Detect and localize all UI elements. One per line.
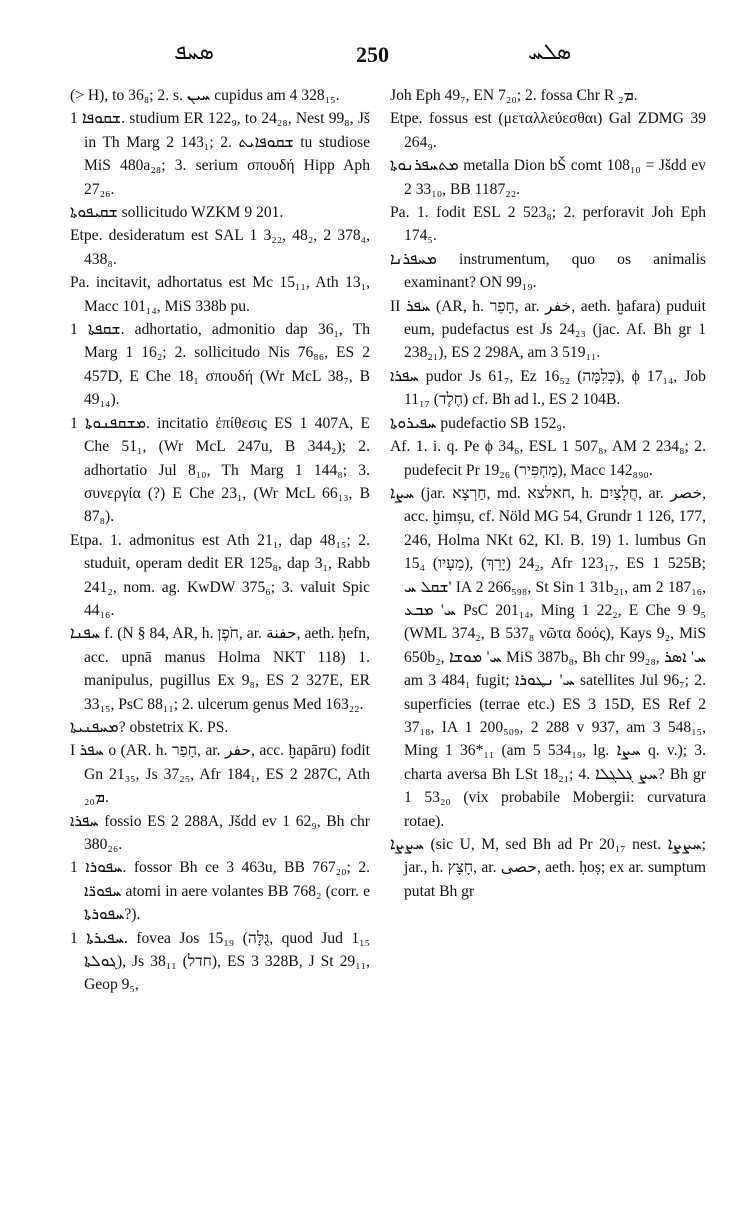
right-column (390, 84, 706, 903)
dictionary-entry: ܚܨܨܐ (sic U, M, sed Bh ad Pr 20₁₇ nest. ܚܨܨܐ; jar., h. חָצָץ, ar. حصى, aeth. ḥoṣ; ex ar. sumptum putat Bh gr (390, 836, 706, 900)
dictionary-entry: II ܚܦܪ (AR, h. חָפֵר, ar. خفر, aeth. ḫafara) puduit eum, pudefactus est Js 24₂₃ (jac. Af. Bh gr 1 238₂₁), ES 2 298A, am 3 519₁₁. (390, 297, 706, 362)
dictionary-entry: Af. 1. i. q. Pe ϕ 34₆, ESL 1 507₈, AM 2 234₈; 2. pudefecit Pr 19₂₆ (מַחְפִּיר), Macc 142₈₉₀. (390, 438, 706, 479)
dictionary-entry: ܚܦܝܪܘܬܐ pudefactio SB 152₉. (390, 414, 566, 432)
dictionary-entry: Joh Eph 49₇, EN 7₂₀; 2. fossa Chr R ܡ₂. (390, 87, 638, 104)
dictionary-entry: ܡܬܚܦܪܢܘܬܐ metalla Dion bŠ comt 108₁₀ = Jšdd ev 2 33₁₀, BB 1187₂₂. (390, 157, 706, 198)
dictionary-entry: ܫܩܝܦܘܬܐ sollicitudo WZKM 9 201. (70, 204, 284, 222)
dictionary-entry: ܡܫܩܦܢܘܬܐ 1. incitatio ἐπίθεσις ES 1 407A, E Che 51₁, (Wr McL 247u, B 344₂); 2. adhortatio Jul 8₁₀, Th Marg 1 144₈; 3. συνεργία (?) E Che 23₁, (Wr McL 66₁₃, B 87₈). (70, 414, 370, 526)
page-header (0, 40, 750, 76)
dictionary-entry: Etpe. fossus est (μεταλλεύεσθαι) Gal ZDMG 39 264₉. (390, 110, 706, 151)
dictionary-entry: (> H), to 36₈; 2. s. ܚܝܢ cupidus am 4 328₁₅. (70, 87, 340, 104)
header-left-syriac-word: ܣܚܦ (174, 40, 214, 65)
dictionary-entry: ܚܦܢܐ f. (N § 84, AR, h. חֹפֶן, ar. حفنة, aeth. ḥefn, acc. upnā manus Holma NKT 118) 1. manipulus, pugillus Ex 9₈, ES 2 327E, ER 33₁₅, PsC 88₁₁; 2. ulcerum genus Med 163₂₂. (70, 625, 370, 713)
dictionary-entry: Pa. 1. fodit ESL 2 523₈; 2. perforavit Joh Eph 174₅. (390, 204, 706, 245)
dictionary-entry: ܡܚܦܢܝܬܐ? obstetrix K. PS. (70, 718, 229, 736)
dictionary-entry: ܚܦܪܐ fossio ES 2 288A, Jšdd ev 1 62₉, Bh chr 380₂₆. (70, 812, 370, 853)
page-number: 250 (356, 42, 389, 67)
dictionary-entry: ܚܦܝܪܬܐ 1. fovea Jos 15₁₉ (גֻּלָּה, quod Jud 1₁₅ ܓܘܠܬܐ), Js 38₁₁ (חדל), ES 3 328B, J St 29₁₁, Geop 9₅, (70, 929, 371, 994)
dictionary-entry: ܚܨܐ (jar. חַרְצָא, md. חאלצא, h. חֲלָצַיִם, ar. خصر, acc. ḫimṣu, cf. Nöld MG 54, Grundr 1 126, 177, 246, Holma NKt 62, Kl. B. 19) 1. lumbus Gn 15₄ (מֵעָיו), 24₂ (יָרֵךְ), Afr 123₁₇, ES 1 525B; ܫܩܠ ܚ' IA 2 266₅₉₈, St Sin 1 31b₂₁, am 2 187₁₆, ܚ' ܡܒܥ PsC 201₁₄, Ming 1 22₂, E Che 9 9₅ (WML 374₂, B 537₈ νῶτα δοός), Kays 9₂, MiS 650b₂, ܚ' ܡܘܫܐ MiS 387b₈, Bh chr 99₂₈, ܚ' ܐܣܪ am 3 484₁ fugit; ܚ' ܢܛܘܪܐ satellites Jul 96₇; 2. superficies (terrae etc.) ES 3 15D, ES Ref 2 37₁₈, IA 1 200₅₀₉, 2 288 v 937, am 3 548₁₅, Ming 1 36*₁₁ (am 5 534₁₉, lg. ܚܨܐ q. v.); 3. charta aversa Bh LSt 18₂₁; 4. ܚܨ ܓܠܓܠܐ? Bh gr 1 53₂₀ (vix probabile Mobergii: curvatura rotae). (390, 484, 706, 830)
dictionary-entry: Etpe. desideratum est SAL 1 3₂₂, 48₂, 2 378₄, 438₈. (70, 227, 370, 268)
dictionary-entry: I ܚܦܪ o (AR. h. חָפַר, ar. حفر, acc. ḫapāru) fodit Gn 21₃₅, Js 37₂₅, Afr 184₁, ES 2 287C, Ath ܡ₂₀. (70, 742, 371, 807)
dictionary-entry: ܫܩܦܬܐ 1. adhortatio, admonitio dap 36₁, Th Marg 1 16₂; 2. sollicitudo Nis 76₈₆, ES 2 457D, E Che 18₁ σπουδή (Wr McL 38₇, B 49₁₄). (70, 321, 370, 409)
dictionary-entry: Etpa. 1. admonitus est Ath 21₁, dap 48₁₅; 2. studuit, operam dedit ER 125₈, dap 3₁, Rabb 241₂, nom. ag. KwDW 375₆; 3. valuit Spic 44₁₆. (70, 531, 370, 619)
dictionary-entry: ܫܩܘܦܐ 1. studium ER 122₉, to 24₂₈, Nest 99₈, Jš in Th Marg 2 143₁; 2. ܫܩܘܦܐܝܬ tu studiose MiS 480a₂₈; 3. serium σπουδή Hipp Aph 27₂₆. (70, 110, 370, 198)
left-column (70, 84, 370, 997)
dictionary-entry: ܚܦܪܐ pudor Js 61₇, Ez 16₅₂ (כְּלִמָּה), ϕ 17₁₄, Job 11₁₇ (חֶלֶד) cf. Bh ad l., ES 2 104B. (390, 367, 706, 409)
dictionary-entry: Pa. incitavit, adhortatus est Mc 15₁₁, Ath 13₁, Macc 101₁₄, MiS 338b pu. (70, 274, 370, 315)
dictionary-entry: ܡܚܦܪܢܐ instrumentum, quo os animalis examinant? ON 99₁₉. (390, 250, 706, 292)
dictionary-entry: ܚܦܘܪܐ 1. fossor Bh ce 3 463u, BB 767₂₀; 2. ܚܦܘܪ̈ܐ atomi in aere volantes BB 768₂ (corr. e ܚܦܘܪܬܐ?). (70, 859, 371, 924)
header-right-syriac-word: ܣܠܚ (528, 40, 572, 65)
